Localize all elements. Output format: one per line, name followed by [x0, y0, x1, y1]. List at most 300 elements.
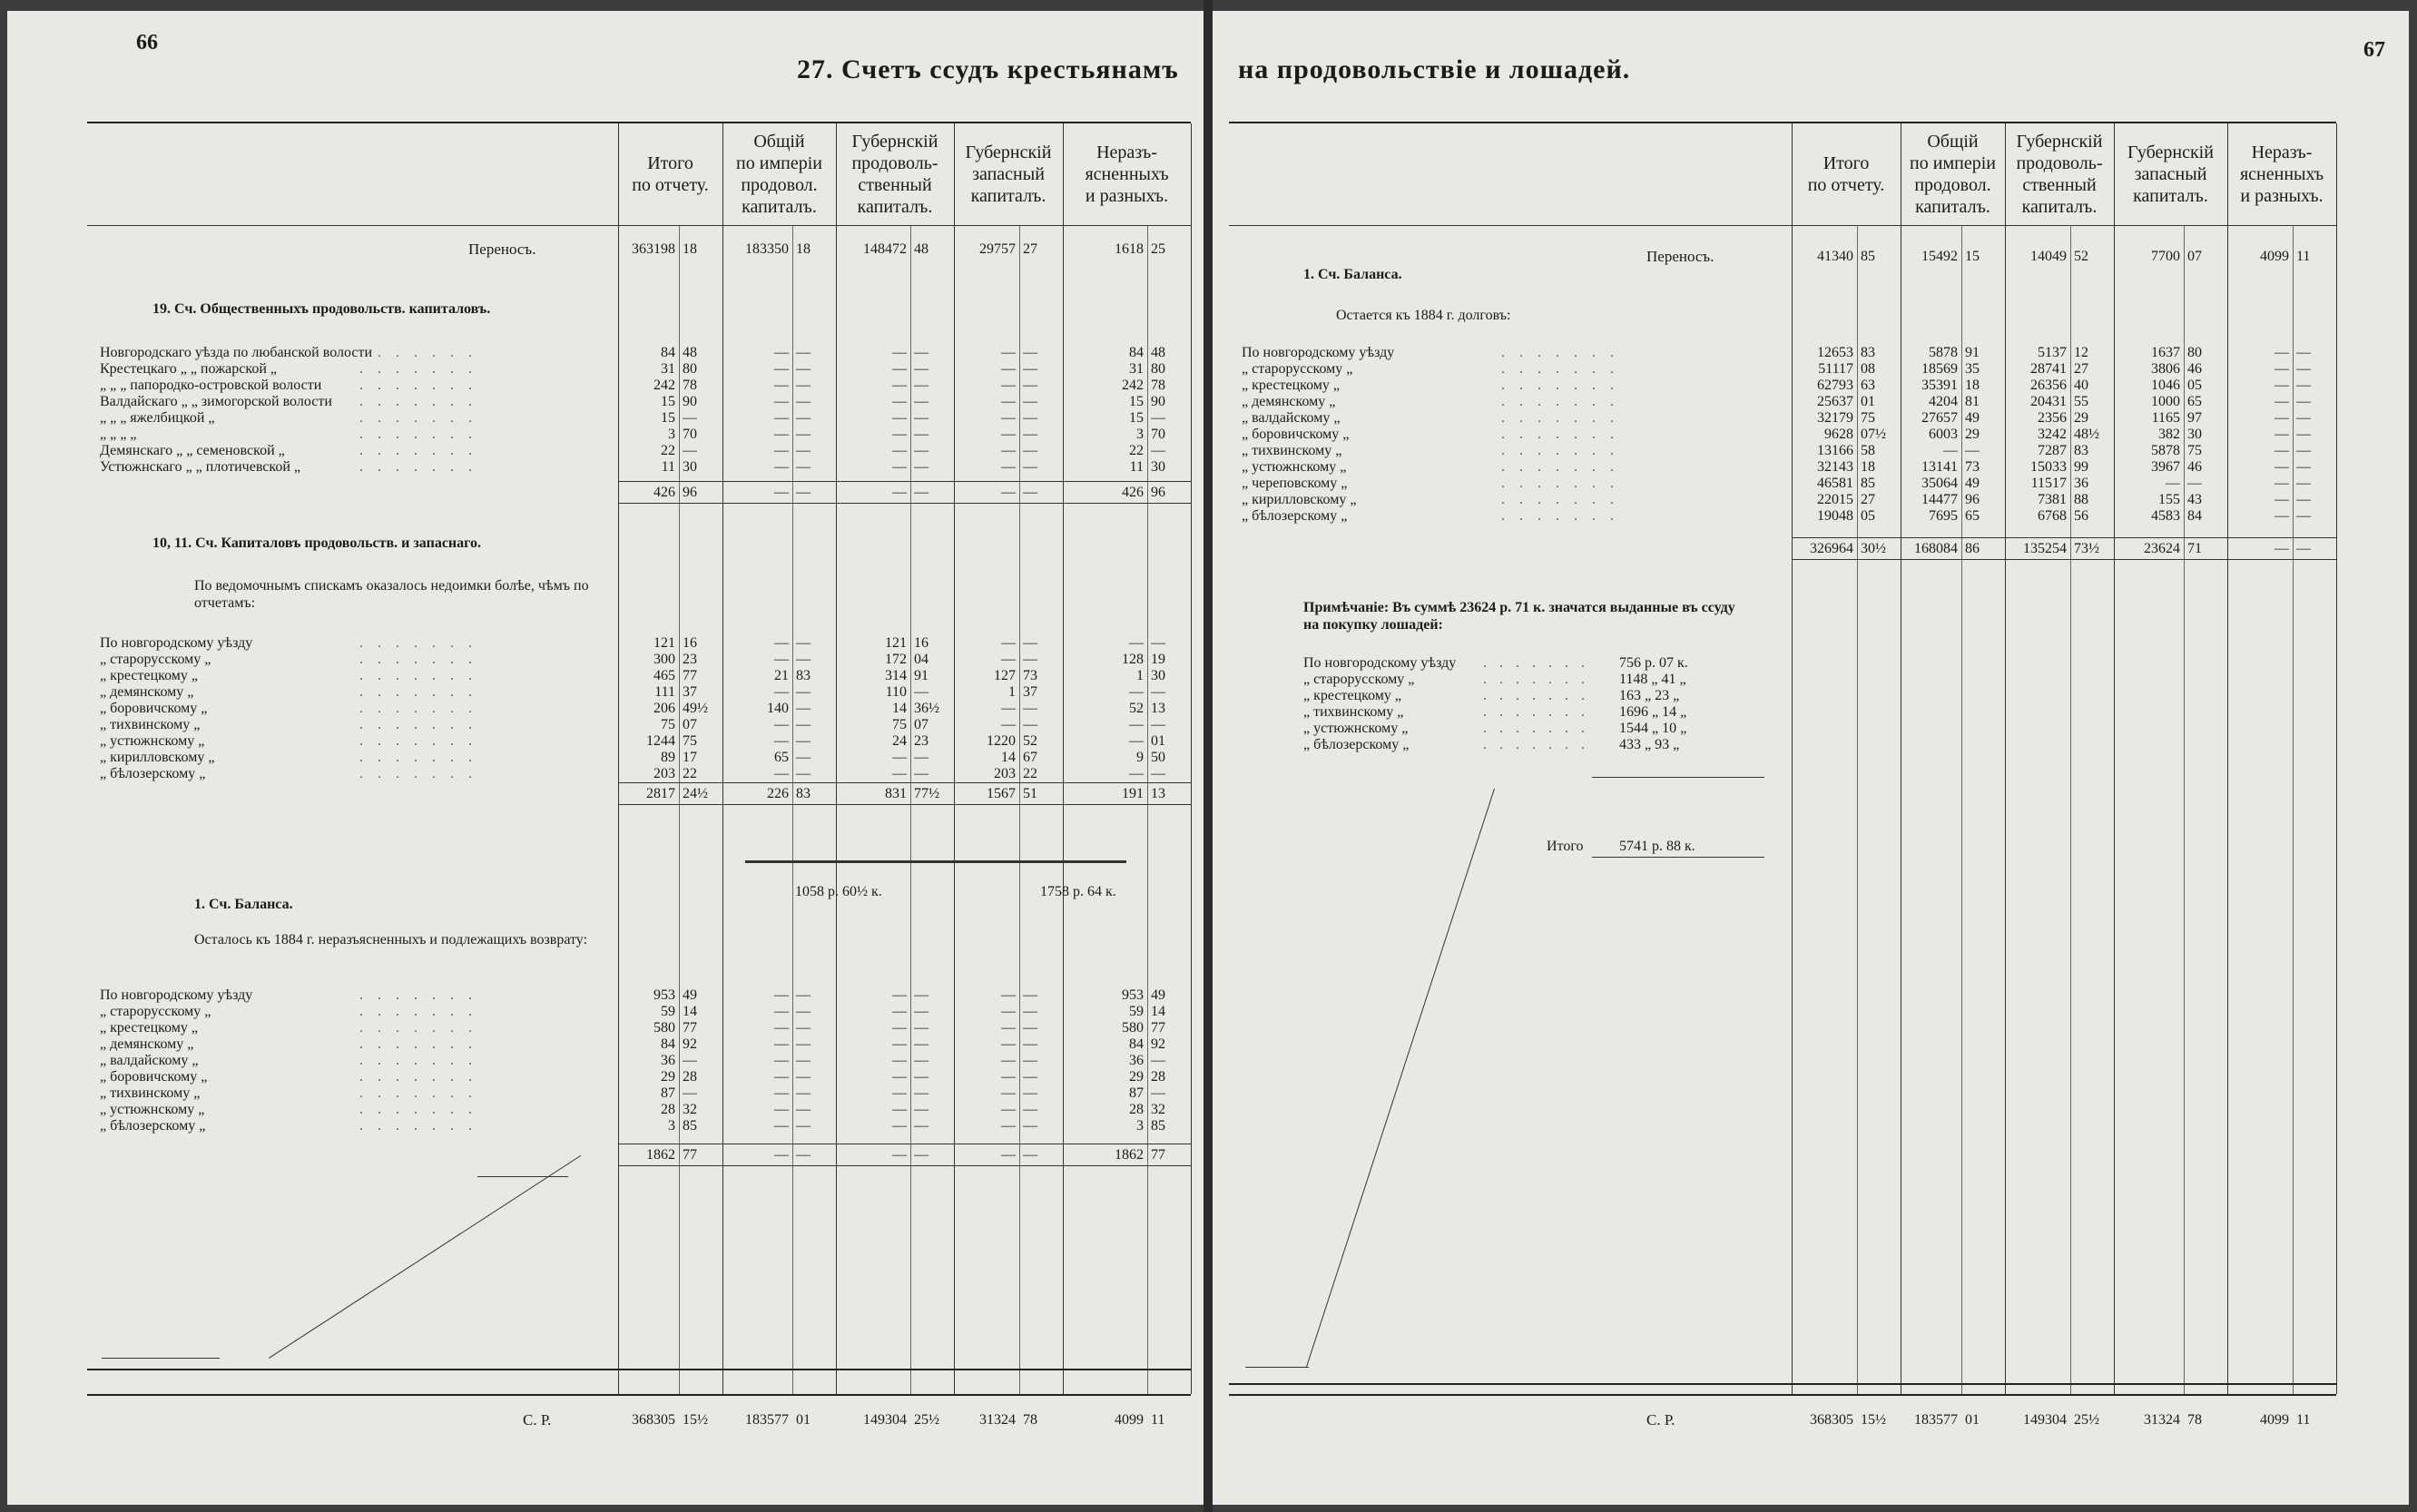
l-row-dots: . . . . . . .	[359, 427, 477, 442]
l-row-dots: . . . . . . .	[359, 668, 477, 683]
l-row-label: „ устюжнскому „	[100, 1102, 205, 1117]
r-cell-rub: 3242	[2038, 427, 2067, 442]
l-cell-rub: —	[1129, 717, 1144, 732]
l-cell-rub: —	[892, 485, 907, 500]
l-cell-rub: 4099	[1115, 1412, 1144, 1428]
r-cell-kop: 05	[2187, 378, 2202, 393]
l-cell-kop: —	[1023, 1069, 1037, 1085]
r-cell-kop: —	[2296, 394, 2311, 409]
r-col-line	[2005, 123, 2006, 1394]
book-gutter	[1204, 0, 1213, 1512]
r-header-rule	[1229, 225, 2336, 226]
l-cell-kop: —	[796, 1147, 811, 1163]
l-cell-kop: 92	[683, 1036, 697, 1052]
r-row-label: „ череповскому „	[1242, 476, 1348, 491]
l-row-label: Крестецкаго „ „ пожарской „	[100, 361, 277, 377]
l-cell-rub: 172	[885, 652, 907, 667]
l-cell-rub: —	[1001, 1147, 1016, 1163]
l-cell-kop: —	[796, 459, 811, 475]
r-cell-rub: 6003	[1929, 427, 1958, 442]
l-cell-kop: —	[1023, 1004, 1037, 1019]
l-cell-kop: —	[914, 766, 928, 781]
r-cell-rub: 11517	[2030, 476, 2067, 491]
l-cell-rub: —	[1129, 684, 1144, 700]
l-header-4	[1063, 123, 1191, 225]
l-row-dots: . . . . . . .	[359, 345, 477, 360]
r-row-label: „ устюжнскому „	[1242, 459, 1347, 475]
l-cell-rub: —	[892, 1102, 907, 1117]
r-cell-kop: —	[1965, 443, 1980, 458]
r-cell-rub: 1046	[2151, 378, 2180, 393]
r-cell-rub: 7695	[1929, 508, 1958, 524]
r-cell-rub: 4099	[2260, 249, 2289, 264]
r-row-label: „ старорусскому „	[1242, 361, 1353, 377]
right-page	[1213, 11, 2409, 1505]
l-cell-rub: —	[892, 443, 907, 458]
r-header-2	[2005, 123, 2114, 225]
r-header-line: ственный	[2022, 175, 2097, 195]
l-cell-rub: 148472	[863, 241, 907, 257]
l-cell-kop: —	[914, 1020, 928, 1036]
l-brace-1	[745, 860, 1126, 863]
r-total-rule2	[1792, 559, 2336, 560]
r-cell-rub: 22015	[1817, 492, 1853, 507]
l-cell-rub: —	[892, 1085, 907, 1101]
r-note-row-label: „ старорусскому „	[1303, 672, 1415, 687]
r-header-line: Губернскій	[2127, 142, 2214, 162]
l-row-dots: . . . . . . .	[359, 733, 477, 749]
r-col-line	[2114, 123, 2115, 1394]
r-header-line: запасный	[2134, 164, 2207, 184]
page-number-right: 67	[2363, 38, 2385, 62]
l-cell-rub: 84	[1129, 1036, 1144, 1052]
l-cell-rub: —	[1001, 427, 1016, 442]
l-cell-rub: 1244	[646, 733, 675, 749]
l-cell-kop: 67	[1023, 750, 1037, 765]
l-cell-kop: —	[1151, 410, 1165, 426]
l-header-0	[618, 123, 722, 225]
l-cell-kop: —	[796, 1020, 811, 1036]
l-row-label: „ бѣлозерскому „	[100, 1118, 206, 1134]
l-row-dots: . . . . . . .	[359, 635, 477, 651]
l-row-label: „ валдайскому „	[100, 1053, 199, 1068]
r-cell-rub: 2356	[2038, 410, 2067, 426]
r-header-line: Итого	[1823, 153, 1870, 173]
r-cell-rub: 20431	[2030, 394, 2067, 409]
l-cell-rub: 28	[661, 1102, 675, 1117]
l-cell-rub: 31	[661, 361, 675, 377]
l-cell-rub: —	[892, 1020, 907, 1036]
l-row-label: „ устюжнскому „	[100, 733, 205, 749]
l-row-label: „ старорусскому „	[100, 652, 211, 667]
l-cell-rub: —	[892, 766, 907, 781]
r-note-row-amount: 1544 „ 10 „	[1619, 721, 1687, 736]
l-cell-kop: —	[1023, 1147, 1037, 1163]
l-row-label: „ тихвинскому „	[100, 717, 201, 732]
r-cell-kop: —	[2296, 443, 2311, 458]
l-cell-rub: 87	[1129, 1085, 1144, 1101]
l-cell-rub: —	[1001, 701, 1016, 716]
r-row-dots: . . . . . . .	[1501, 443, 1619, 458]
r-row-dots: . . . . . . .	[1501, 492, 1619, 507]
l-cell-kop: 37	[683, 684, 697, 700]
r-cell-kop: —	[2296, 361, 2311, 377]
l-cell-rub: 953	[1122, 987, 1144, 1003]
l-cell-rub: —	[774, 345, 789, 360]
l-cell-kop: —	[796, 410, 811, 426]
r-header-3	[2114, 123, 2227, 225]
r-carry-label: Переносъ.	[1646, 248, 1714, 265]
l-cell-rub: 127	[994, 668, 1016, 683]
l-cell-kop: 78	[683, 378, 697, 393]
r-cell-kop: 56	[2074, 508, 2088, 524]
l-cell-rub: —	[892, 1069, 907, 1085]
l-row-dots: . . . . . . .	[359, 443, 477, 458]
l-cell-rub: —	[892, 361, 907, 377]
l-cell-rub: —	[892, 459, 907, 475]
r-cell-rub: 13166	[1817, 443, 1853, 458]
r-cell-rub: 5137	[2038, 345, 2067, 360]
r-cell-rub: 31324	[2144, 1412, 2180, 1428]
l-header-line: Итого	[647, 153, 693, 173]
r-header-line: по имперіи	[1910, 153, 1996, 173]
r-row-dots: . . . . . . .	[1501, 345, 1619, 360]
l-cell-kop: —	[914, 1118, 928, 1134]
r-cell-kop: 43	[2187, 492, 2202, 507]
l-sec1-note: Осталось къ 1884 г. неразъясненныхъ и подлежащихъ возврату:	[194, 932, 588, 947]
l-cell-rub: 183577	[745, 1412, 789, 1428]
r-cell-rub: 23624	[2144, 541, 2180, 556]
l-cell-kop: —	[1023, 427, 1037, 442]
l-row-dots: . . . . . . .	[359, 1036, 477, 1052]
l-cell-rub: 87	[661, 1085, 675, 1101]
r-cell-rub: —	[2275, 492, 2289, 507]
l-cell-rub: 75	[892, 717, 907, 732]
l-cell-kop: 23	[683, 652, 697, 667]
l-cell-kop: 25½	[914, 1412, 939, 1428]
r-note-row-label: „ устюжнскому „	[1303, 721, 1409, 736]
l-cell-kop: 77½	[914, 786, 939, 801]
r-note-row-amount: 433 „ 93 „	[1619, 737, 1680, 752]
r-cell-rub: 13141	[1921, 459, 1958, 475]
l-cell-kop: 37	[1023, 684, 1037, 700]
l-row-dots: . . . . . . .	[359, 394, 477, 409]
r-note-row-dots: . . . . . . .	[1483, 704, 1589, 720]
r-cell-kop: —	[2296, 378, 2311, 393]
l-header-line: капиталъ.	[742, 197, 817, 217]
l-cell-rub: —	[1001, 443, 1016, 458]
l-cell-kop: —	[1023, 1102, 1037, 1117]
r-cell-rub: 32143	[1817, 459, 1853, 475]
l-cell-rub: —	[1001, 1020, 1016, 1036]
r-cell-kop: 63	[1861, 378, 1875, 393]
l-cell-rub: 22	[661, 443, 675, 458]
l-total-rule2	[618, 1165, 1191, 1166]
l-row-dots: . . . . . . .	[359, 1102, 477, 1117]
r-note-row-amount: 1696 „ 14 „	[1619, 704, 1687, 720]
r-cell-rub: 15492	[1921, 249, 1958, 264]
r-cell-rub: 62793	[1817, 378, 1853, 393]
r-cell-rub: 7287	[2038, 443, 2067, 458]
l-header-line: по имперіи	[736, 153, 822, 173]
r-cell-kop: 65	[1965, 508, 1980, 524]
l-cell-rub: 14	[1001, 750, 1016, 765]
l-cell-rub: 9	[1136, 750, 1144, 765]
r-note-row-label: „ бѣлозерскому „	[1303, 737, 1410, 752]
l-cell-kop: 75	[683, 733, 697, 749]
l-cell-kop: 01	[1151, 733, 1165, 749]
r-note-title: Примѣчаніе: Въ суммѣ 23624 р. 71 к. значатся выданные въ ссуду на покупку лошадей:	[1303, 600, 1735, 633]
l-cell-kop: 50	[1151, 750, 1165, 765]
r-cell-kop: 85	[1861, 476, 1875, 491]
l-cell-rub: —	[774, 394, 789, 409]
r-cell-rub: 5878	[2151, 443, 2180, 458]
l-cell-kop: —	[914, 485, 928, 500]
r-cell-rub: 3967	[2151, 459, 2180, 475]
l-cell-rub: —	[1001, 378, 1016, 393]
l-cell-kop: —	[914, 1069, 928, 1085]
l-cell-rub: —	[892, 1147, 907, 1163]
l-cell-rub: 3	[1136, 1118, 1144, 1134]
r-cell-rub: 168084	[1914, 541, 1958, 556]
l-cell-kop: —	[1023, 1036, 1037, 1052]
r-cell-kop: —	[2296, 410, 2311, 426]
page-number-left: 66	[136, 31, 158, 54]
l-cell-rub: 3	[1136, 427, 1144, 442]
r-cell-rub: 28741	[2030, 361, 2067, 377]
r-cell-kop: 75	[2187, 443, 2202, 458]
l-cell-kop: —	[914, 684, 928, 700]
r-header-line: ясненныхъ	[2239, 164, 2324, 184]
r-cell-rub: —	[2275, 476, 2289, 491]
r-row-dots: . . . . . . .	[1501, 378, 1619, 393]
l-cell-rub: —	[774, 987, 789, 1003]
l-cell-kop: —	[1023, 459, 1037, 475]
l-cell-kop: —	[796, 1069, 811, 1085]
l-cell-kop: —	[796, 1036, 811, 1052]
l-cell-kop: —	[1023, 378, 1037, 393]
l-cell-rub: 22	[1129, 443, 1144, 458]
r-cell-kop: 35	[1965, 361, 1980, 377]
r-cell-rub: —	[2166, 476, 2180, 491]
l-cell-kop: —	[796, 1085, 811, 1101]
l-row-label: „ кирилловскому „	[100, 750, 215, 765]
r-cell-rub: 46581	[1817, 476, 1853, 491]
l-cell-rub: —	[892, 410, 907, 426]
r-col-line	[2336, 123, 2337, 1394]
l-cell-kop: 73	[1023, 668, 1037, 683]
r-note-row-dots: . . . . . . .	[1483, 721, 1589, 736]
l-cell-kop: 77	[1151, 1147, 1165, 1163]
r-note-row-amount: 756 р. 07 к.	[1619, 655, 1688, 671]
l-cell-rub: 363198	[632, 241, 675, 257]
r-cell-rub: 6768	[2038, 508, 2067, 524]
l-cell-kop: 78	[1151, 378, 1165, 393]
r-note-row-amount: 1148 „ 41 „	[1619, 672, 1686, 687]
l-header-line: продоволь-	[851, 153, 938, 173]
l-cell-kop: —	[914, 1147, 928, 1163]
l-header-line: капиталъ.	[857, 197, 933, 217]
r-cell-rub: 4583	[2151, 508, 2180, 524]
l-cell-kop: —	[683, 1085, 697, 1101]
l-row-label: Устюжнскаго „ „ плотичевской „	[100, 459, 300, 475]
r-cell-rub: 326964	[1810, 541, 1853, 556]
r-cell-rub: 26356	[2030, 378, 2067, 393]
r-note-rule	[1592, 777, 1764, 778]
r-header-line: по отчету.	[1807, 175, 1885, 195]
l-cell-rub: 314	[885, 668, 907, 683]
l-header-line: продовол.	[741, 175, 818, 195]
r-cell-rub: 7381	[2038, 492, 2067, 507]
r-header-line: и разныхъ.	[2240, 186, 2324, 206]
l-row-dots: . . . . . . .	[359, 1004, 477, 1019]
l-cell-kop: 70	[1151, 427, 1165, 442]
l-cell-rub: 1862	[1115, 1147, 1144, 1163]
r-cell-kop: 88	[2074, 492, 2088, 507]
l-cell-kop: —	[914, 459, 928, 475]
l-cell-rub: —	[1001, 1053, 1016, 1068]
l-cell-kop: 24½	[683, 786, 708, 801]
l-cell-rub: 1618	[1115, 241, 1144, 257]
r-row-label: „ тихвинскому „	[1242, 443, 1342, 458]
l-cell-kop: 52	[1023, 733, 1037, 749]
l-cell-kop: —	[1151, 1053, 1165, 1068]
r-cell-kop: —	[2296, 476, 2311, 491]
l-cell-rub: 580	[653, 1020, 675, 1036]
r-kop-line	[2070, 225, 2071, 1394]
l-cell-rub: 84	[661, 345, 675, 360]
l-cell-kop: 77	[1151, 1020, 1165, 1036]
r-cell-kop: 65	[2187, 394, 2202, 409]
l-cell-rub: —	[774, 361, 789, 377]
l-header-line: и разныхъ.	[1085, 186, 1169, 206]
l-cell-rub: —	[892, 1118, 907, 1134]
l-cell-kop: —	[914, 378, 928, 393]
l-cell-kop: —	[796, 1053, 811, 1068]
l-row-dots: . . . . . . .	[359, 1118, 477, 1134]
l-cell-rub: —	[774, 485, 789, 500]
r-cell-kop: 75	[1861, 410, 1875, 426]
r-header-line: капиталъ.	[1915, 197, 1990, 217]
l-cell-kop: —	[796, 684, 811, 700]
l-header-line: Неразъ-	[1096, 142, 1157, 162]
l-cell-kop: —	[683, 443, 697, 458]
r-cell-kop: 73½	[2074, 541, 2099, 556]
l-cell-kop: 77	[683, 668, 697, 683]
r-total-rule	[1792, 537, 2336, 538]
l-cell-kop: —	[1023, 987, 1037, 1003]
l-cell-rub: 14	[892, 701, 907, 716]
l-cell-kop: —	[1023, 345, 1037, 360]
l-cell-kop: 49	[683, 987, 697, 1003]
r-cell-kop: 83	[2074, 443, 2088, 458]
l-cell-rub: —	[1001, 1118, 1016, 1134]
page-title-right: на продовольствіе и лошадей.	[1238, 54, 1631, 84]
l-cell-kop: —	[1023, 717, 1037, 732]
l-sec10-note: По ведомочнымъ спискамъ оказалось недоимки болѣе, чѣмъ по отчетамъ:	[194, 578, 589, 611]
r-row-dots: . . . . . . .	[1501, 459, 1619, 475]
l-cell-kop: —	[1023, 1053, 1037, 1068]
l-cell-rub: —	[1001, 1004, 1016, 1019]
l-cell-rub: —	[774, 1069, 789, 1085]
l-cell-kop: —	[914, 1053, 928, 1068]
l-cell-kop: —	[1023, 443, 1037, 458]
r-cell-kop: 12	[2074, 345, 2088, 360]
l-sec19-title: 19. Сч. Общественныхъ продовольств. капиталовъ.	[152, 301, 491, 317]
r-cell-kop: 84	[2187, 508, 2202, 524]
r-cell-rub: 25637	[1817, 394, 1853, 409]
l-row-dots: . . . . . . .	[359, 410, 477, 426]
l-cell-rub: —	[892, 1053, 907, 1068]
l-row-label: „ старорусскому „	[100, 1004, 211, 1019]
r-cell-rub: 5878	[1929, 345, 1958, 360]
r-cell-rub: 4204	[1929, 394, 1958, 409]
l-cell-rub: 206	[653, 701, 675, 716]
l-cell-rub: 11	[1129, 459, 1144, 475]
l-row-dots: . . . . . . .	[359, 1053, 477, 1068]
l-total-rule	[618, 481, 1191, 482]
r-note-row-amount: 163 „ 23 „	[1619, 688, 1680, 703]
l-cell-rub: —	[1001, 652, 1016, 667]
l-row-dots: . . . . . . .	[359, 717, 477, 732]
r-kop-line	[1961, 225, 1962, 1394]
l-cell-kop: —	[796, 750, 811, 765]
r-cell-kop: 30	[2187, 427, 2202, 442]
l-cell-rub: 84	[1129, 345, 1144, 360]
l-cell-kop: 19	[1151, 652, 1165, 667]
r-header-4	[2227, 123, 2336, 225]
l-cell-kop: 16	[683, 635, 697, 651]
r-cell-kop: 96	[1965, 492, 1980, 507]
l-cell-rub: —	[774, 1085, 789, 1101]
l-cell-kop: —	[1023, 635, 1037, 651]
r-cell-rub: —	[2275, 443, 2289, 458]
r-header-line: Неразъ-	[2251, 142, 2313, 162]
r-cell-rub: 14477	[1921, 492, 1958, 507]
l-cell-kop: 23	[914, 733, 928, 749]
r-cell-kop: 55	[2074, 394, 2088, 409]
l-cell-kop: —	[1151, 684, 1165, 700]
l-cell-rub: 465	[653, 668, 675, 683]
r-kop-line	[2184, 225, 2185, 1394]
l-cell-rub: 110	[885, 684, 907, 700]
l-cell-kop: —	[1023, 1020, 1037, 1036]
l-cell-kop: —	[914, 427, 928, 442]
l-cell-rub: 426	[1122, 485, 1144, 500]
r-cell-rub: —	[2275, 345, 2289, 360]
r-cell-kop: 91	[1965, 345, 1980, 360]
l-cell-rub: —	[1001, 410, 1016, 426]
r-row-dots: . . . . . . .	[1501, 476, 1619, 491]
l-cell-rub: 580	[1122, 1020, 1144, 1036]
l-cell-rub: 149304	[863, 1412, 907, 1428]
r-cell-kop: 83	[1861, 345, 1875, 360]
l-header-line: Губернскій	[965, 142, 1052, 162]
l-cell-rub: —	[774, 410, 789, 426]
l-cell-kop: 27	[1023, 241, 1037, 257]
r-cell-kop: 78	[2187, 1412, 2202, 1428]
l-cell-kop: 85	[1151, 1118, 1165, 1134]
l-cell-kop: —	[1151, 443, 1165, 458]
r-kop-line	[2293, 225, 2294, 1394]
l-cell-rub: —	[1129, 733, 1144, 749]
l-cell-kop: 28	[683, 1069, 697, 1085]
l-cell-kop: 14	[1151, 1004, 1165, 1019]
l-cell-rub: 21	[774, 668, 789, 683]
l-cell-kop: 48	[1151, 345, 1165, 360]
r-cell-rub: 18569	[1921, 361, 1958, 377]
right-ledger-table	[1229, 122, 2336, 1429]
